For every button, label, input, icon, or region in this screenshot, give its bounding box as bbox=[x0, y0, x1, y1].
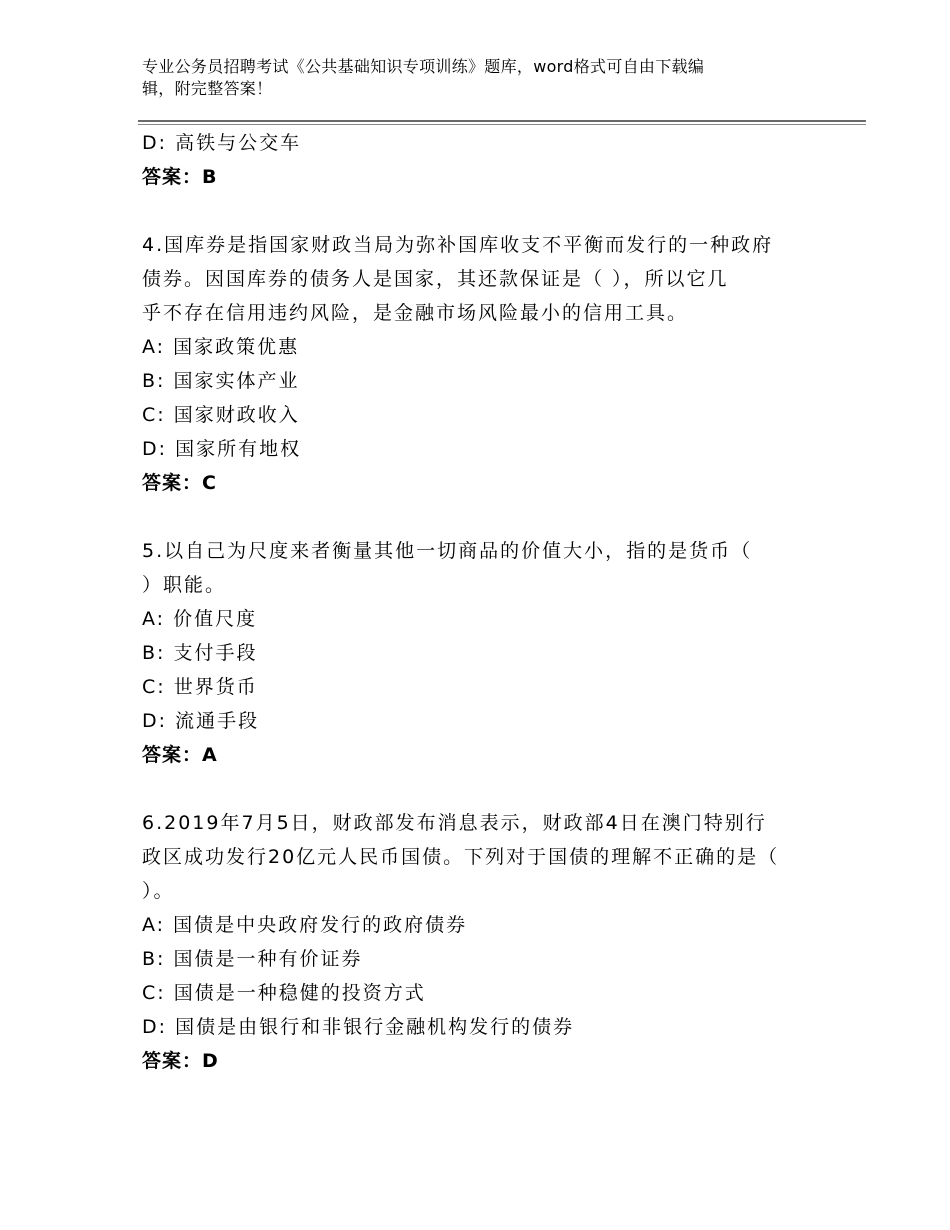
option-a: A: 国债是中央政府发行的政府债券 bbox=[142, 914, 468, 936]
prev-question-tail bbox=[142, 126, 812, 194]
header-line-2: 辑，附完整答案！ bbox=[142, 79, 273, 98]
question-stem-line: 5.以自己为尺度来者衡量其他一切商品的价值大小，指的是货币（ bbox=[142, 540, 753, 562]
spacer bbox=[142, 772, 812, 806]
option-d: D: 高铁与公交车 bbox=[142, 132, 302, 154]
option-c: C: 国债是一种稳健的投资方式 bbox=[142, 982, 426, 1004]
question-4 bbox=[142, 228, 812, 500]
answer: 答案：D bbox=[142, 1050, 219, 1072]
option-b: B: 国债是一种有价证券 bbox=[142, 948, 363, 970]
spacer bbox=[142, 500, 812, 534]
question-5 bbox=[142, 534, 812, 772]
question-stem-line: ）。 bbox=[142, 880, 175, 902]
answer: 答案：A bbox=[142, 744, 218, 766]
option-d: D: 流通手段 bbox=[142, 710, 260, 732]
header-rule bbox=[138, 120, 866, 122]
option-b: B: 国家实体产业 bbox=[142, 370, 300, 392]
option-d: D: 国债是由银行和非银行金融机构发行的债券 bbox=[142, 1016, 575, 1038]
page-header bbox=[142, 56, 802, 100]
header-rule-thin bbox=[138, 124, 866, 125]
question-stem-line: 政区成功发行20亿元人民币国债。下列对于国债的理解不正确的是（ bbox=[142, 846, 780, 868]
option-b: B: 支付手段 bbox=[142, 642, 258, 664]
question-stem-line: 4.国库券是指国家财政当局为弥补国库收支不平衡而发行的一种政府 bbox=[142, 234, 774, 256]
question-content bbox=[142, 126, 812, 1078]
question-6 bbox=[142, 806, 812, 1078]
answer: 答案：B bbox=[142, 166, 218, 188]
option-c: C: 世界货币 bbox=[142, 676, 258, 698]
question-stem-line: ）职能。 bbox=[142, 574, 227, 596]
spacer bbox=[142, 194, 812, 228]
question-stem-line: 乎不存在信用违约风险，是金融市场风险最小的信用工具。 bbox=[142, 302, 689, 324]
header-line-1: 专业公务员招聘考试《公共基础知识专项训练》题库，word格式可自由下载编 bbox=[142, 57, 705, 76]
option-c: C: 国家财政收入 bbox=[142, 404, 300, 426]
question-stem-line: 6.2019年7月5日，财政部发布消息表示，财政部4日在澳门特别行 bbox=[142, 812, 767, 834]
option-a: A: 价值尺度 bbox=[142, 608, 258, 630]
question-stem-line: 债券。因国库券的债务人是国家，其还款保证是（ ），所以它几 bbox=[142, 268, 729, 290]
option-a: A: 国家政策优惠 bbox=[142, 336, 300, 358]
answer: 答案：C bbox=[142, 472, 217, 494]
option-d: D: 国家所有地权 bbox=[142, 438, 302, 460]
